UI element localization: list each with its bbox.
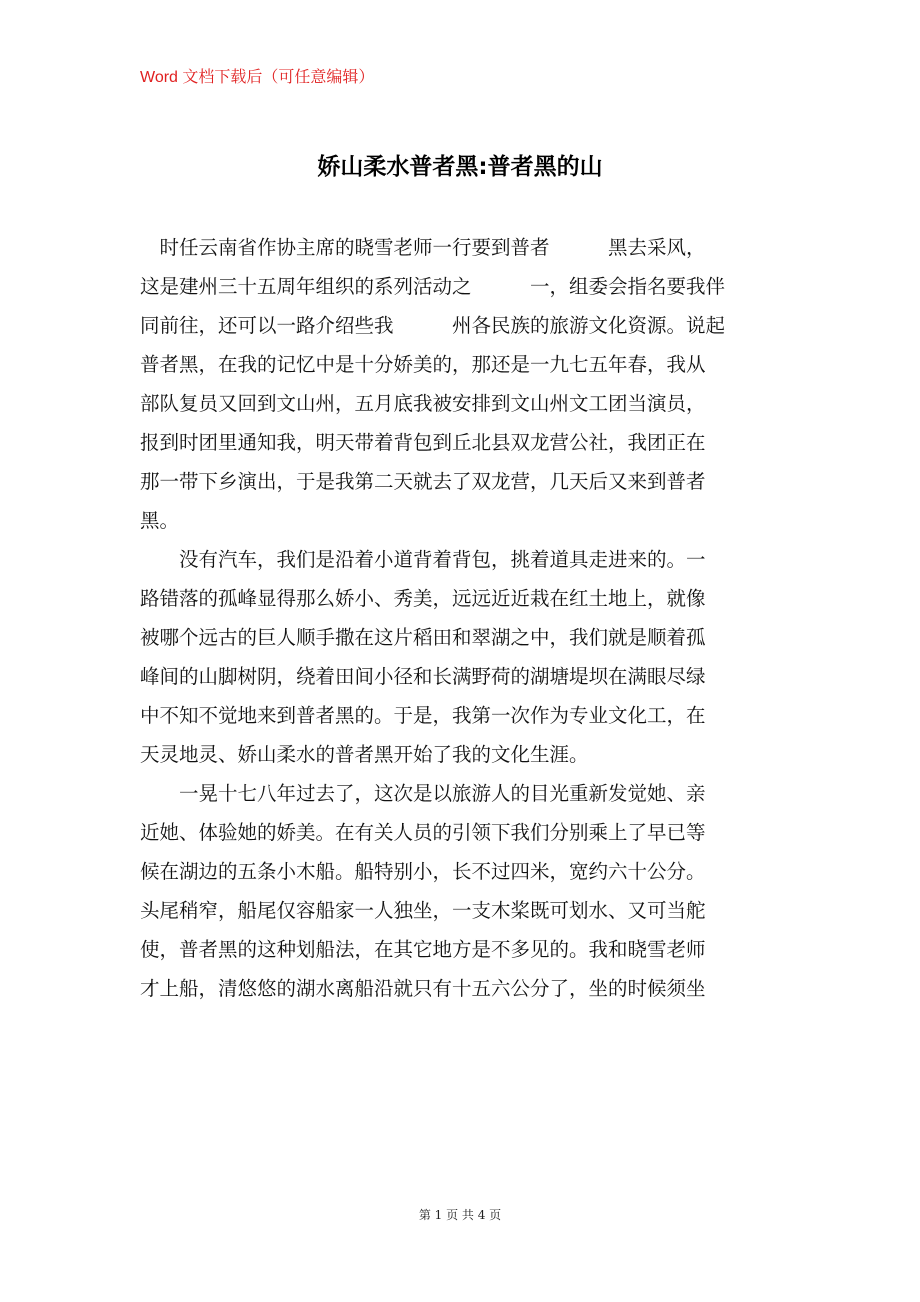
- document-title: 娇山柔水普者黑:普者黑的山: [317, 154, 603, 180]
- text-line: 候在湖边的五条小木船。船特别小，长不过四米，宽约六十公分。: [140, 860, 706, 883]
- document-body: [140, 228, 790, 1008]
- page-footer: 第 1 页 共 4 页: [418, 1208, 502, 1222]
- text-line: 路错落的孤峰显得那么娇小、秀美，远远近近栽在红土地上，就像: [140, 587, 706, 610]
- text-line: 一晃十七八年过去了，这次是以旅游人的目光重新发觉她、亲: [140, 782, 706, 805]
- paragraph-1: [140, 228, 790, 540]
- text-line: 头尾稍窄，船尾仅容船家一人独坐，一支木桨既可划水、又可当舵: [140, 899, 706, 922]
- text-line: 普者黑，在我的记忆中是十分娇美的，那还是一九七五年春，我从: [140, 353, 706, 376]
- text-line: 天灵地灵、娇山柔水的普者黑开始了我的文化生涯。: [140, 743, 589, 766]
- text-line: 时任云南省作协主席的晓雪老师一行要到普者 黑去采风，: [140, 236, 706, 259]
- paragraph-3: [140, 774, 790, 1008]
- text-line: 部队复员又回到文山州，五月底我被安排到文山州文工团当演员，: [140, 392, 706, 415]
- text-line: 没有汽车，我们是沿着小道背着背包，挑着道具走进来的。一: [140, 548, 706, 571]
- paragraph-2: [140, 540, 790, 774]
- text-line: 那一带下乡演出，于是我第二天就去了双龙营，几天后又来到普者: [140, 470, 706, 493]
- text-line: 近她、体验她的娇美。在有关人员的引领下我们分别乘上了早已等: [140, 821, 706, 844]
- text-line: 报到时团里通知我，明天带着背包到丘北县双龙营公社，我团正在: [140, 431, 706, 454]
- download-note: Word 文档下载后（可任意编辑）: [140, 69, 375, 86]
- text-line: 这是建州三十五周年组织的系列活动之 一，组委会指名要我伴: [140, 275, 726, 298]
- text-line: 使，普者黑的这种划船法，在其它地方是不多见的。我和晓雪老师: [140, 938, 706, 961]
- text-line: 被哪个远古的巨人顺手撒在这片稻田和翠湖之中，我们就是顺着孤: [140, 626, 706, 649]
- text-line: 中不知不觉地来到普者黑的。于是，我第一次作为专业文化工，在: [140, 704, 706, 727]
- text-line: 黑。: [140, 509, 180, 532]
- text-line: 峰间的山脚树阴，绕着田间小径和长满野荷的湖塘堤坝在满眼尽绿: [140, 665, 706, 688]
- text-line: 才上船，清悠悠的湖水离船沿就只有十五六公分了，坐的时候须坐: [140, 977, 706, 1000]
- text-line: 同前往，还可以一路介绍些我 州各民族的旅游文化资源。说起: [140, 314, 726, 337]
